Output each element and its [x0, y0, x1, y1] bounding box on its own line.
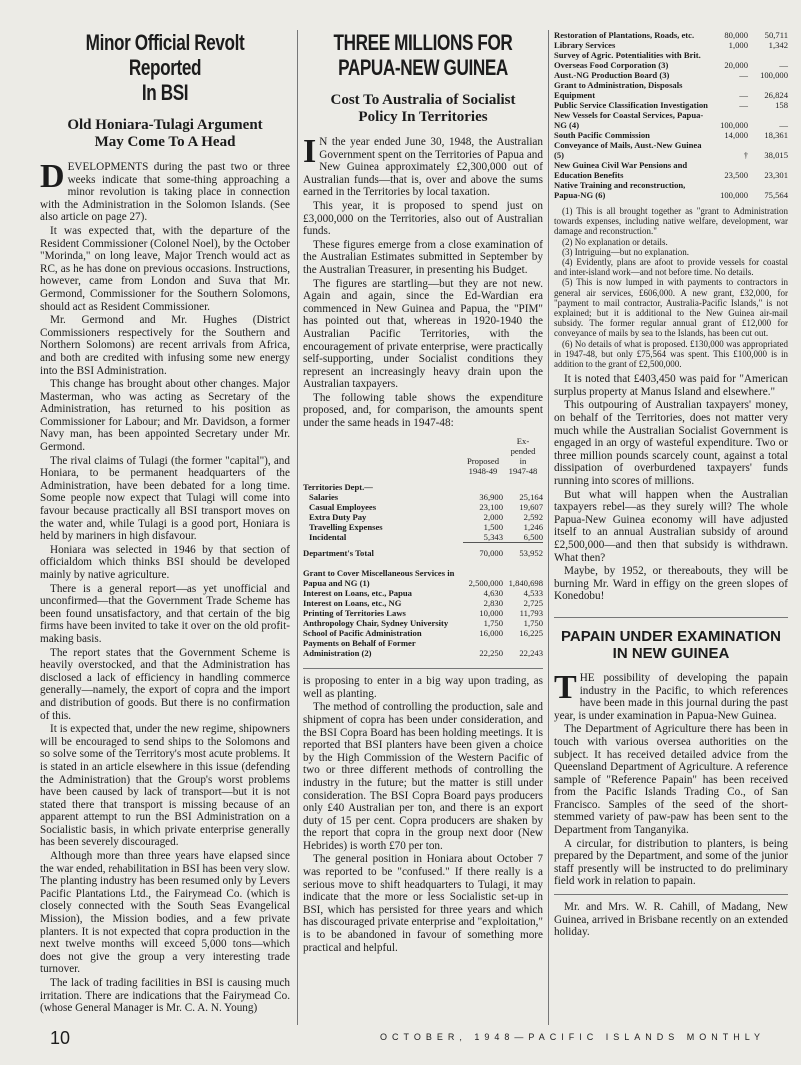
year-b: 1947-48	[508, 465, 538, 476]
paragraph: The Department of Agriculture there has been in touch with various oversea authorities on the subject. It has received detailed advice from the Queensland Department of Agriculture. A reference sample of "Reference Papain" has been received from the Pacific Islands Trading Co., of San Francisco. Samples of the seed of the short-stemmed variety of paw-paw has been sent to the Department from Tanganyika.	[554, 723, 788, 837]
table-row: Interest on Loans, etc., NG 2,830 2,725	[303, 598, 543, 609]
header-proposed: Proposed	[467, 455, 499, 466]
table-row: Conveyance of Mails, Aust.-New Guinea (5) † 38,015	[554, 140, 788, 160]
paragraph: The report states that the Government Scheme is heavily overstocked, and that the Administration has disclosed a lack of efficiency in handling commerce generally—namely, the export of copra and the import and distribution of goods. But there is no confirmation of this.	[40, 646, 290, 722]
right-column	[554, 30, 788, 940]
papua-headline: THREE MILLIONS FOR PAPUA-NEW GUINEA	[333, 30, 513, 80]
table-header-row	[303, 436, 543, 466]
paragraph: Mr. and Mrs. W. R. Cahill, of Madang, New Guinea, arrived in Brisbane recently on an extended holiday.	[554, 901, 788, 939]
paragraph: A circular, for distribution to planters, is being prepared by the Department, and some of the junior staff presently will be instructed to do preliminary field work in relation to papain.	[554, 837, 788, 888]
papua-body	[303, 133, 543, 430]
papain-body	[554, 668, 788, 888]
paragraph: is proposing to enter in a big way upon trading, as well as planting.	[303, 675, 543, 700]
papain-first-paragraph: THE possibility of developing the papain industry in the Pacific, to which references have been made in this journal during the past year, is under examination in Papua-New Guinea.	[554, 668, 788, 722]
table-row: New Guinea Civil War Pensions and Education Benefits 23,500 23,301	[554, 160, 788, 180]
expenditure-table	[303, 436, 543, 659]
papua-subhead: Cost To Australia of Socialist Policy In Territories	[330, 92, 516, 125]
paragraph: There is a general report—as yet unofficial and unconfirmed—that the Government Trade Scheme has been found unsatisfactory, and that certain of the big firms have been invited to take it over on the old profit-making basis.	[40, 582, 290, 645]
table-row: Library Services 1,000 1,342	[554, 40, 788, 50]
table-row: Grant to Administration, Disposals Equipment — 26,824	[554, 80, 788, 100]
paragraph: This year, it is proposed to spend just on £3,000,000 on the Territories, also out of Australian funds.	[303, 199, 543, 238]
paragraph: The figures are startling—but they are not new. Again and again, since the Ed-Wardian era commenced in New Guinea and Papua, the "PIM" has pointed out that, whereas in 1920-1940 the Australian Pacific Territories, with the encouragement of private enterprise, were practically self-supporting, under Socialist conditions they represent an increasingly heavy drain upon the Australian taxpayers.	[303, 277, 543, 391]
table-total-row: Department's Total 70,000 53,952	[303, 542, 543, 558]
paragraph: Although more than three years have elapsed since the war ended, rehabilitation in BSI has been very slow. The planting industry has been resumed only by Levers Pacific Plantations Ltd., the Fairymead Co. (which is closely connected with the South Seas Evangelical Mission), the Mission bodies, and a few private planters. It is not expected that copra production in the next twelve months will exceed 5,000 tons—which does not give the group a very interesting trade turnover.	[40, 850, 290, 976]
section-divider	[554, 894, 788, 895]
paragraph: But what will happen when the Australian taxpayers rebel—as they surely will? The whole Papua-New Guinea economy will have adjusted itself to an annual Australian subsidy of around £2,500,000—and then that subsidy is withdrawn. What then?	[554, 488, 788, 564]
footnote: (3) Intriguing—but no explanation.	[562, 246, 689, 257]
table-year-row	[303, 466, 543, 476]
table-row: Interest on Loans, etc., Papua 4,630 4,533	[303, 588, 543, 599]
table-row: Anthropology Chair, Sydney University 1,750 1,750	[303, 618, 543, 629]
paragraph: The lack of trading facilities in BSI is causing much irritation. There are indications that the Fairymead Co. (whose General Manager is Mr. C. A. N. Young)	[40, 977, 290, 1015]
table-row: Grant to Cover Miscellaneous Services in Papua and NG (1) 2,500,000 1,840,698	[303, 568, 543, 589]
table-row: Payments on Behalf of Former Administration (2) 22,250 22,243	[303, 638, 543, 659]
table-row: Casual Employees 23,100 19,607	[309, 501, 543, 512]
page-number: 10	[50, 1028, 71, 1048]
papua-dropcap: I	[303, 133, 317, 170]
paragraph: Maybe, by 1952, or thereabouts, they will be burning Mr. Ward in effigy on the green slopes of Konedobu!	[554, 565, 788, 603]
paragraph: These figures emerge from a close examination of the Australian Estimates submitted in September by the Australian Treasurer, in presenting his Budget.	[303, 238, 543, 276]
papain-headline: PAPAIN UNDER EXAMINATION IN NEW GUINEA	[560, 627, 781, 662]
table-row: Travelling Expenses 1,500 1,246	[309, 521, 543, 532]
table-row: Extra Duty Pay 2,000 2,592	[309, 511, 543, 522]
papua-article	[303, 30, 543, 955]
table-row: Aust.-NG Production Board (3) — 100,000	[554, 70, 788, 80]
table-row: South Pacific Commission 14,000 18,361	[554, 130, 788, 140]
table-row: Restoration of Plantations, Roads, etc. 80,000 50,711	[554, 30, 788, 40]
bsi-body	[40, 158, 290, 1015]
paragraph: Honiara was selected in 1946 by that section of officialdom which thinks BSI should be developed mainly by native agriculture.	[40, 543, 290, 581]
bsi-subhead: Old Honiara-Tulagi Argument May Come To A Head	[67, 117, 263, 150]
year-a: 1948-49	[468, 465, 498, 476]
bsi-headline: Minor Official Revolt Reported In BSI	[85, 30, 245, 105]
expenditure-table-continued	[554, 30, 788, 200]
paragraph: The rival claims of Tulagi (the former "capital"), and Honiara, to be permanent headquarters of the Administration, have been debated for a long time. Some people now expect that Tulagi will come into favour because practically all BSI transport moves on the water and, while Tulagi is a good port, Honiara is held by mariners in high disfavour.	[40, 454, 290, 543]
paragraph: This change has brought about other changes. Major Masterman, who was acting as Secretary of the Administration, has returned to his position as Commissioner for Labour; and Mr. Davidson, a former Navy man, has been appointed Secretary under Mr. Germond.	[40, 378, 290, 454]
table-row: New Vessels for Coastal Services, Papua-NG (4) 100,000 —	[554, 110, 788, 130]
paragraph: The general position in Honiara about October 7 was reported to be "confused." If there really is a serious move to shift headquarters to Tulagi, it may indicate that the more or less Socialistic set-up in BSI, which has persisted for three years and which has discouraged private enterprise and "exploitation," is to be abandoned in favour of something more practical and helpful.	[303, 853, 543, 954]
section-divider	[554, 617, 788, 618]
issue-line: OCTOBER, 1948—PACIFIC ISLANDS MONTHLY	[380, 1032, 766, 1042]
table-row: Survey of Agric. Potentialities with Brit. Overseas Food Corporation (3) 20,000 —	[554, 50, 788, 70]
table-row: Native Training and reconstruction, Papua-NG (6) 100,000 75,564	[554, 180, 788, 200]
header-expended: Ex- pended in	[510, 435, 536, 466]
bsi-dropcap: D	[40, 158, 65, 195]
table-group-row	[303, 476, 543, 492]
bsi-article	[40, 30, 290, 1016]
footnote: (1) This is all brought together as "grant to Administration towards expenses, including native welfare, development, war damage and reconstruction."	[554, 206, 788, 237]
footnote: (5) This is now lumped in with payments to contractors in general air services, £606,000. A new grant, £32,000, for "payment to mail contractor, Australia-Pacific Islands," is not explained; but it is additional to the New Guinea air-mail subsidy. The former regular annual grant of £12,000 for conveyance of mails by sea to the Islands, has been cut out.	[554, 277, 788, 339]
papua-continuation	[554, 373, 788, 603]
section-divider	[303, 668, 543, 669]
footnote: (4) Evidently, plans are afoot to provide vessels for coastal and inter-island work—and not before time. No details.	[554, 257, 788, 278]
column-rule-1	[297, 30, 298, 1025]
table-row: Incidental 5,343 6,500	[309, 531, 543, 543]
paragraph: The following table shows the expenditure proposed, and, for comparison, the amounts spent under the same heads in 1947-48:	[303, 391, 543, 430]
bsi-first-paragraph: DEVELOPMENTS during the past two or three weeks indicate that some-thing approaching a minor revolution is taking place in connection with the Administration in the Solomon Islands. (See also article on page 27).	[40, 158, 290, 224]
bsi-continuation	[303, 675, 543, 954]
papain-dropcap: T	[554, 668, 577, 706]
group-label: Territories Dept.—	[303, 481, 373, 492]
paragraph: This outpouring of Australian taxpayers' money, on behalf of the Territories, does not matter very much while the Australian Socialist Government is engaged in an orgy of wasteful expenditure. Two or three million pounds scarcely count, against a total dissipation of overburdened taxpayers' funds running into scores of millions.	[554, 399, 788, 487]
paragraph: It was expected that, with the departure of the Resident Commissioner (Colonel Noel), by the October "Morinda," on long leave, Major Trench would act as RC, as he has done on previous occasions. Instructions, however, came from London and Suva that Mr. Germond, Commissioner for the Southern Solomons, should act as Resident Commissioner.	[40, 224, 290, 313]
paragraph: It is expected that, under the new regime, shipowners will be encouraged to send ships to the Solomons and so solve some of the Territory's most acute problems. It is stated in an article elsewhere in this issue (defending the Administration) that the Group's worst problems have been caused by lack of transport—but it is not stated there that transport is missing because of an apparent attempt to run the BSI Administration on a Socialistic basis, in which private enterprise generally has been severely discouraged.	[40, 723, 290, 849]
table-row: Printing of Territories Laws 10,000 11,793	[303, 608, 543, 619]
table-row: Public Service Classification Investigation — 158	[554, 100, 788, 110]
paragraph: The method of controlling the production, sale and shipment of copra has been under consideration, and the BSI Copra Board has been holding meetings. It is reported that BSI planters have been given a choice by the High Commission of the Western Pacific of two or three different methods of controlling the industry in the future; but the matter is still under consideration. The BSI Copra Board pays producers only £40 Australian per ton, and there is an export duty of 15 per cent. Copra producers are shaken by the report that copra in the group next door (New Hebrides) is worth £70 per ton.	[303, 701, 543, 852]
footnote: (6) No details of what is proposed. £130,000 was appropriated in 1947-48, but only £75,564 was spent. This £100,000 is in addition to the grant of £2,500,000.	[554, 338, 788, 370]
personal-note	[554, 901, 788, 939]
column-rule-2	[548, 30, 549, 1025]
table-row: Salaries 36,900 25,164	[309, 491, 543, 502]
footnote: (2) No explanation or details.	[562, 236, 668, 247]
table-row: School of Pacific Administration 16,000 16,225	[303, 628, 543, 639]
paragraph: It is noted that £403,450 was paid for "American surplus property at Manus Island and elsewhere."	[554, 373, 788, 398]
paragraph: Mr. Germond and Mr. Hughes (District Commissioners respectively for the Southern and Northern Solomons) are recent arrivals from Africa, and both are credited with infusing some new energy into the BSI Administration.	[40, 314, 290, 377]
papua-first-paragraph: I N the year ended June 30, 1948, the Australian Government spent on the Territories of Papua and New Guinea approximately £2,300,000 out of Australian funds—that is, over and above the sums earned in the Territories by local taxation.	[303, 133, 543, 199]
table-footnotes	[554, 206, 788, 369]
